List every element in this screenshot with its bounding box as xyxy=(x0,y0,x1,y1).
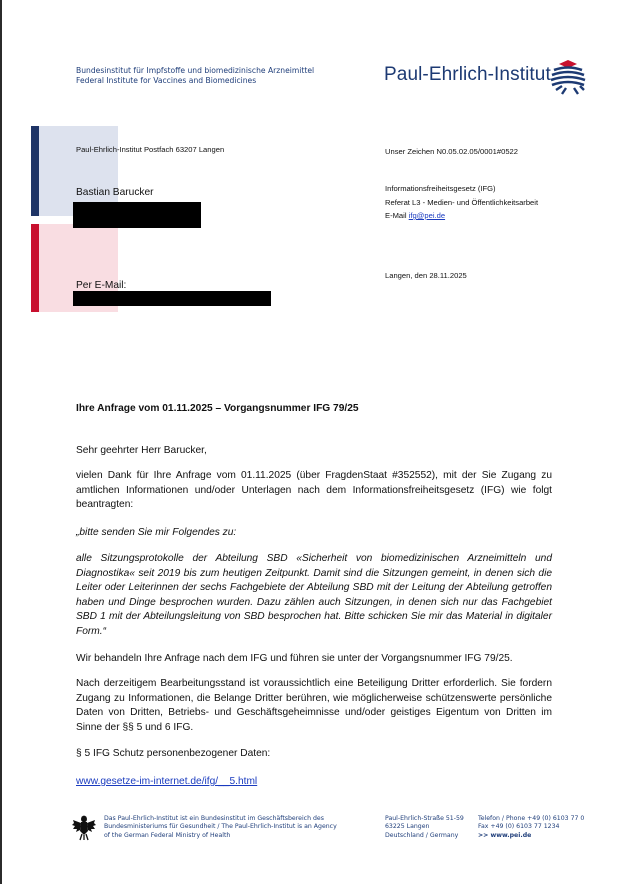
reference-department: Referat L3 - Medien- und Öffentlichkeitsarbeit xyxy=(385,198,539,207)
pei-emblem-icon xyxy=(548,57,588,97)
footer-contact: Telefon / Phone +49 (0) 6103 77 0 Fax +49 (0) 6103 77 1234 >> www.pei.de xyxy=(478,815,585,839)
quote-body: alle Sitzungsprotokolle der Abteilung SBD «Sicherheit von biomedizinischen Arzneimitteln und Diagnostika« seit 2019 bis zum heutigen Zeitpunkt. Damit sind die Sitzungen gemeint, in denen sich die Leiter oder Leiterinnen der sechs Fachgebiete der Abteilung SBD mit der Leitung der Abteilung getroffen haben und Dinge besprochen wurden. Dazu zählen auch Sitzungen, in denen sich nur das Fachgebiet SBD 1 mit der Abteilungsleitung von SBD besprochen hat. Bitte schicken Sie mir das Material in digitaler Form.“ xyxy=(76,553,552,637)
footer-address: Paul-Ehrlich-Straße 51-59 63225 Langen Deutschland / Germany xyxy=(385,815,464,839)
intro-paragraph: vielen Dank für Ihre Anfrage vom 01.11.2025 (über FragdenStaat #352552), mit der Sie Zugang zu amtlichen Informationen und/oder Unterlagen nach dem Informationsfreiheitsgesetz (IFG) wie folgt beantragten: xyxy=(76,470,552,510)
footer-web-link[interactable]: >> www.pei.de xyxy=(478,831,532,839)
redaction-recipient-email xyxy=(73,291,271,306)
salutation: Sehr geehrter Herr Barucker, xyxy=(76,445,207,456)
recipient-name: Bastian Barucker xyxy=(76,187,154,198)
federal-eagle-icon xyxy=(72,814,96,841)
reference-email-row xyxy=(385,211,445,220)
redaction-recipient-address xyxy=(73,202,201,228)
per-email-label: Per E-Mail: xyxy=(76,280,127,291)
processing-paragraph: Wir behandeln Ihre Anfrage nach dem IFG und führen sie unter der Vorgangsnummer IFG 79/25. xyxy=(76,653,513,664)
sender-line: Paul-Ehrlich-Institut Postfach 63207 Langen xyxy=(76,145,225,154)
institute-name-en: Federal Institute for Vaccines and Biomedicines xyxy=(76,76,257,85)
institute-name-de: Bundesinstitut für Impfstoffe und biomedizinische Arzneimittel xyxy=(76,66,315,75)
letter-subject: Ihre Anfrage vom 01.11.2025 – Vorgangsnummer IFG 79/25 xyxy=(76,403,359,414)
decor-bar-red xyxy=(31,224,39,312)
email-link[interactable]: ifg@pei.de xyxy=(408,211,446,220)
place-date: Langen, den 28.11.2025 xyxy=(385,271,467,280)
logo-wordmark: Paul-Ehrlich-Institut xyxy=(384,64,551,85)
reference-number: Unser Zeichen N0.05.02.05/0001#0522 xyxy=(385,147,518,156)
third-party-paragraph: Nach derzeitigem Bearbeitungsstand ist voraussichtlich eine Beteiligung Dritter erforderlich. Sie fordern Zugang zu Informationen, die Belange Dritter berühren, wie möglicherweise schützenswerte persönliche Daten von Dritten, Betriebs- und Geschäftsgeheimnisse und/oder geistiges Eigentum von Dritten im Sinne der §§ 5 und 6 IFG. xyxy=(76,678,552,733)
quote-opening: „bitte senden Sie mir Folgendes zu: xyxy=(76,527,237,538)
email-label: E-Mail xyxy=(385,211,407,220)
decor-bar-navy xyxy=(31,126,39,216)
section-heading: § 5 IFG Schutz personenbezogener Daten: xyxy=(76,748,271,759)
reference-topic: Informationsfreiheitsgesetz (IFG) xyxy=(385,184,496,193)
footer-legal: Das Paul-Ehrlich-Institut ist ein Bundesinstitut im Geschäftsbereich des Bundesministeriums für Gesundheit / The Paul-Ehrlich-Institut is an Agency of the German Federal Ministry of Health xyxy=(104,815,337,839)
law-link[interactable]: www.gesetze-im-internet.de/ifg/__5.html xyxy=(76,776,258,787)
page-edge-rule xyxy=(0,0,2,884)
